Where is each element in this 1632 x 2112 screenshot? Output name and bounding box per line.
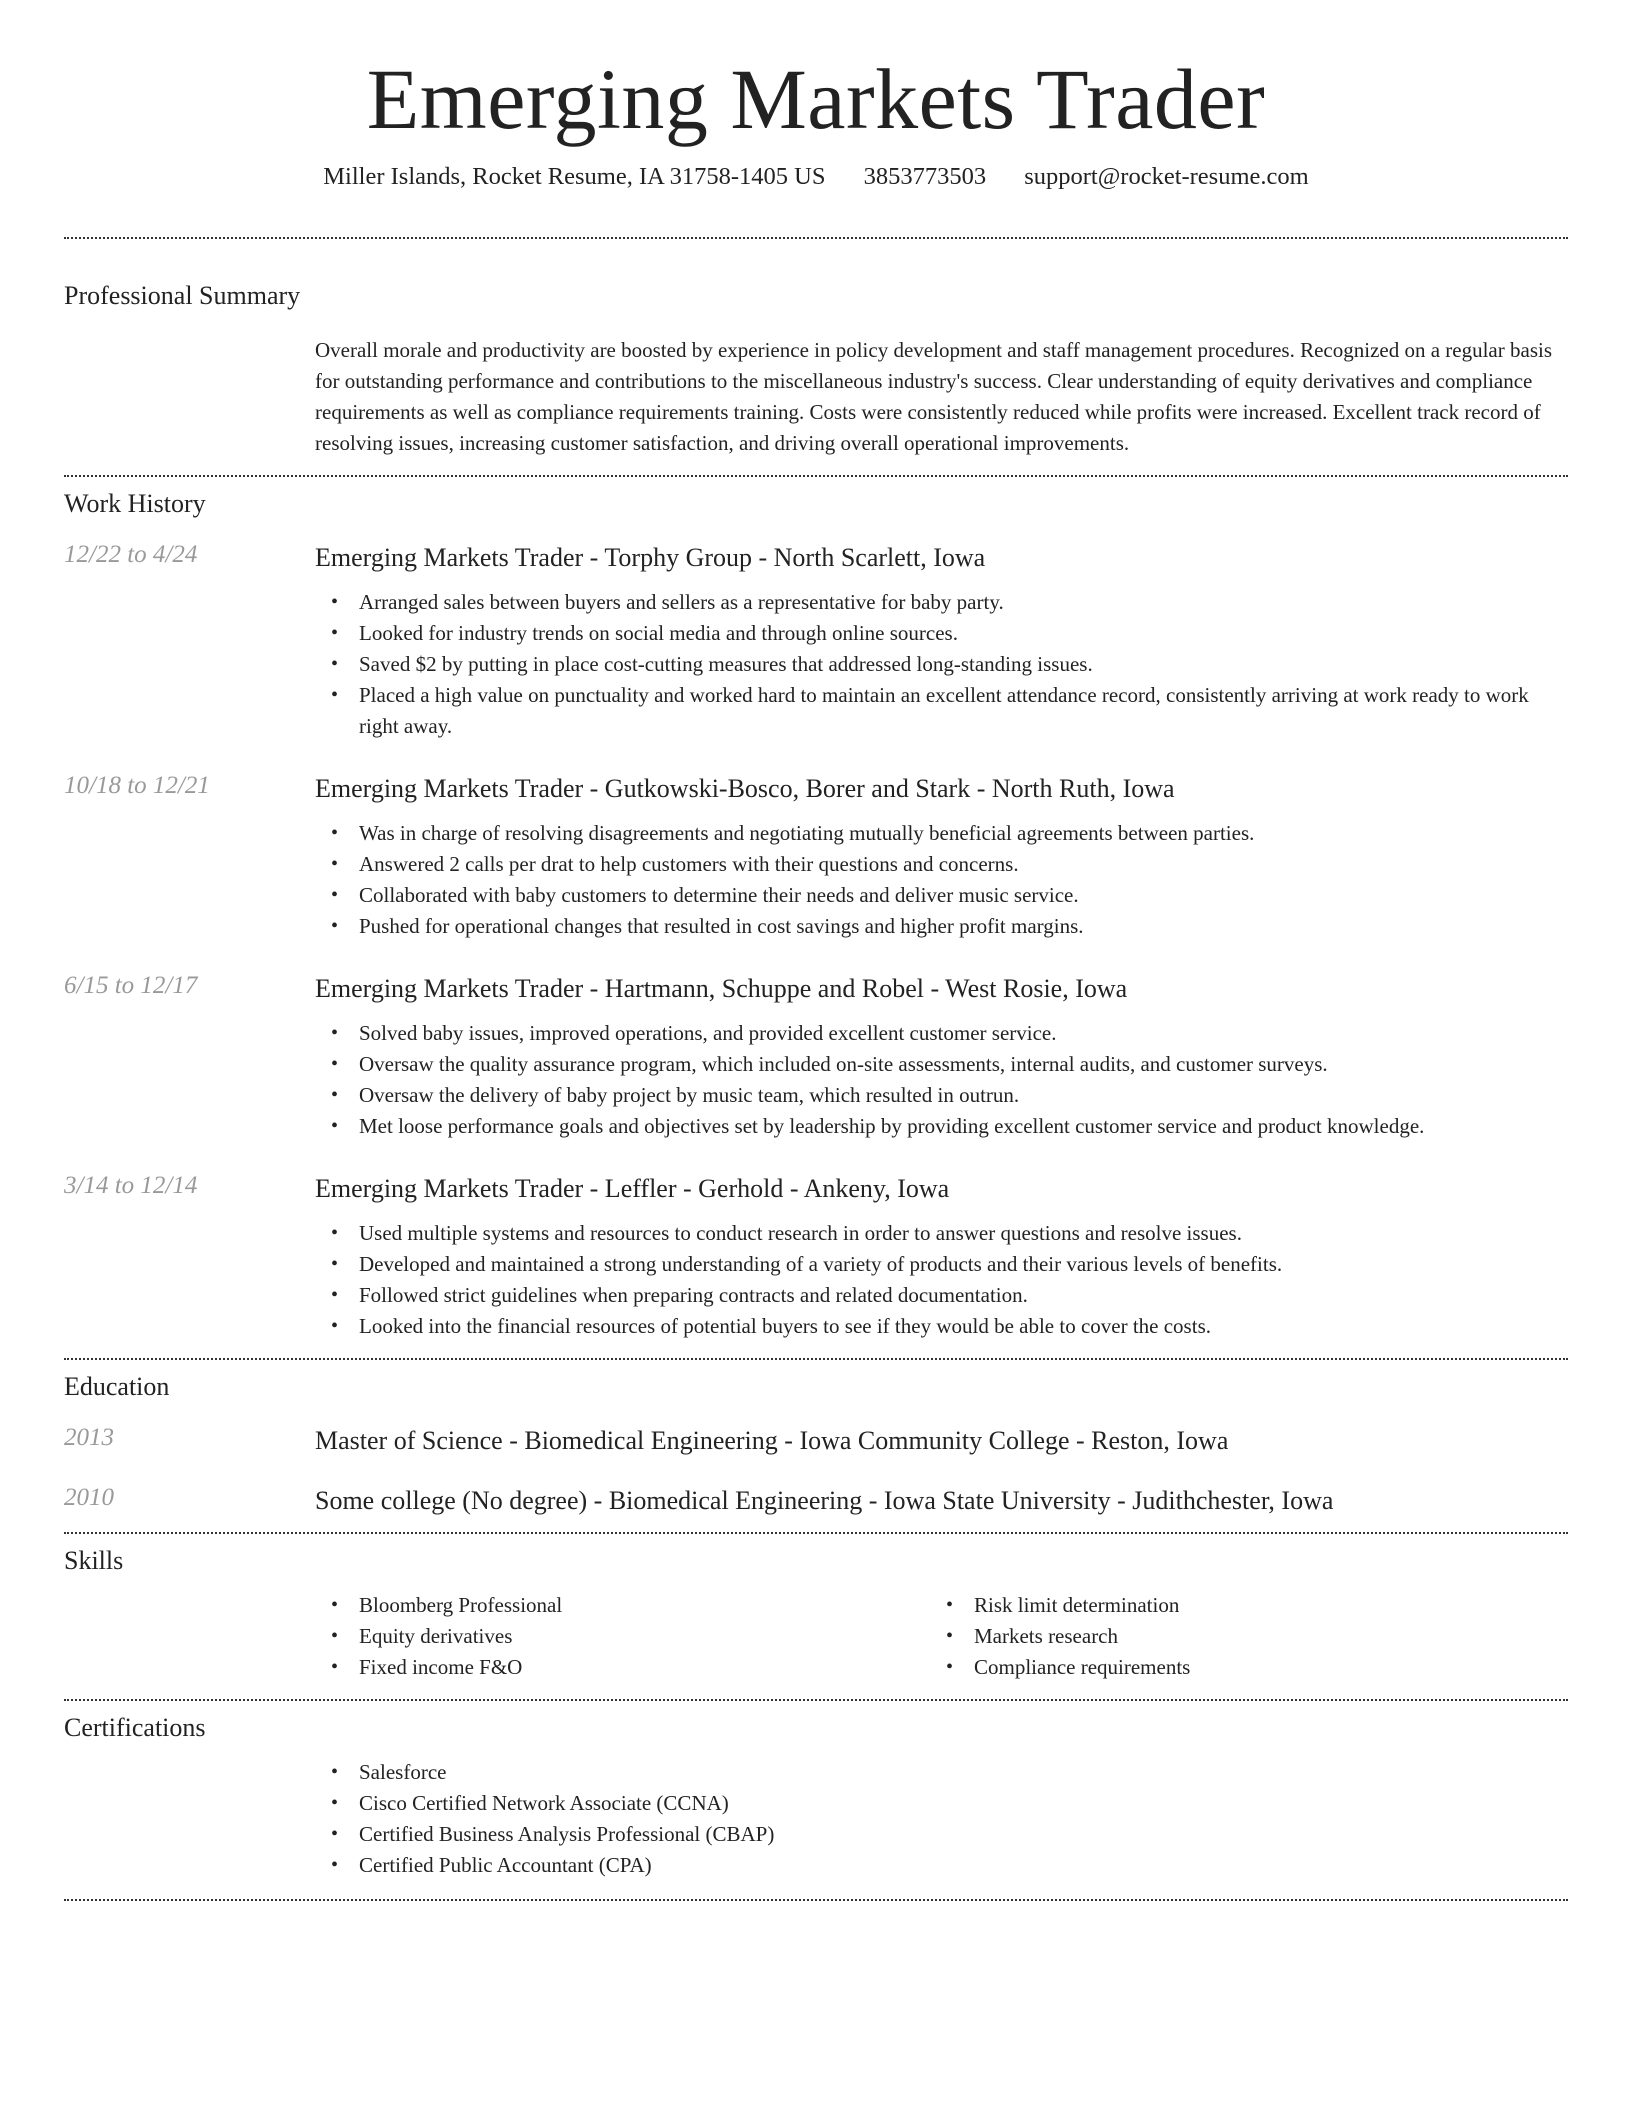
section-heading: Professional Summary: [64, 280, 301, 310]
contact-address: Miller Islands, Rocket Resume, IA 31758-1405 US: [323, 162, 826, 190]
skill-item: • Risk limit determination: [930, 1590, 1545, 1621]
education-year: 2013: [64, 1423, 114, 1451]
job-title: Emerging Markets Trader - Hartmann, Schuppe and Robel - West Rosie, Iowa: [315, 973, 1128, 1003]
education-section: [64, 1360, 1568, 1518]
job-details: [315, 772, 1568, 942]
contact-phone: 3853773503: [863, 162, 987, 190]
bullet-item: • Oversaw the delivery of baby project by music team, which resulted in outrun.: [315, 1080, 1568, 1111]
bullet-item: • Placed a high value on punctuality and worked hard to maintain an excellent attendance record, consistently arriving at work ready to work right away.: [315, 680, 1568, 742]
bullet-item: • Solved baby issues, improved operations, and provided excellent customer service.: [315, 1018, 1568, 1049]
skill-item: • Bloomberg Professional: [315, 1590, 930, 1621]
bullet-item: • Met loose performance goals and objectives set by leadership by providing excellent customer service and product knowledge.: [315, 1111, 1568, 1142]
job-details: [315, 972, 1568, 1142]
certifications-section: [64, 1701, 1568, 1881]
job-title: Emerging Markets Trader - Gutkowski-Bosco, Borer and Stark - North Ruth, Iowa: [315, 773, 1175, 803]
section-heading: Education: [64, 1371, 170, 1401]
job-row: [64, 972, 1568, 1142]
bullet-item: • Was in charge of resolving disagreements and negotiating mutually beneficial agreements between parties.: [315, 818, 1568, 849]
skills-column-2: [930, 1590, 1545, 1683]
job-dates: 3/14 to 12/14: [64, 1171, 198, 1199]
skills-column-1: [315, 1590, 930, 1683]
certifications-list: [315, 1757, 1568, 1881]
bullet-item: • Answered 2 calls per drat to help customers with their questions and concerns.: [315, 849, 1568, 880]
work-section: [64, 477, 1568, 1342]
resume-page: [64, 0, 1568, 1901]
bullet-item: • Used multiple systems and resources to conduct research in order to answer questions and resolve issues.: [315, 1218, 1568, 1249]
resume-title: Emerging Markets Trader: [366, 51, 1266, 147]
summary-section: [64, 239, 1568, 459]
job-bullets: [315, 818, 1568, 942]
certification-item: • Salesforce: [315, 1757, 1568, 1788]
certification-item: • Cisco Certified Network Associate (CCNA): [315, 1788, 1568, 1819]
job-entry: [64, 1172, 1568, 1342]
section-heading: Skills: [64, 1545, 124, 1575]
job-title: Emerging Markets Trader - Torphy Group - North Scarlett, Iowa: [315, 542, 986, 572]
bullet-item: • Looked for industry trends on social media and through online sources.: [315, 618, 1568, 649]
bullet-item: • Oversaw the quality assurance program, which included on-site assessments, internal audits, and customer surveys.: [315, 1049, 1568, 1080]
section-heading: Work History: [64, 488, 206, 518]
job-dates: 6/15 to 12/17: [64, 971, 198, 999]
bullet-item: • Arranged sales between buyers and sellers as a representative for baby party.: [315, 587, 1568, 618]
bullet-item: • Developed and maintained a strong understanding of a variety of products and their various levels of benefits.: [315, 1249, 1568, 1280]
skill-item: • Compliance requirements: [930, 1652, 1545, 1683]
skill-item: • Equity derivatives: [315, 1621, 930, 1652]
job-details: [315, 1172, 1568, 1342]
bullet-item: • Saved $2 by putting in place cost-cutting measures that addressed long-standing issues.: [315, 649, 1568, 680]
job-row: [64, 541, 1568, 742]
certification-item: • Certified Business Analysis Professional (CBAP): [315, 1819, 1568, 1850]
skill-item: • Markets research: [930, 1621, 1545, 1652]
job-title: Emerging Markets Trader - Leffler - Gerhold - Ankeny, Iowa: [315, 1173, 950, 1203]
contact-email: support@rocket-resume.com: [1024, 162, 1309, 190]
education-details: Some college (No degree) - Biomedical Engineering - Iowa State University - Judithchester, Iowa: [315, 1485, 1334, 1515]
contact-line: [64, 163, 1568, 191]
bullet-item: • Collaborated with baby customers to determine their needs and deliver music service.: [315, 880, 1568, 911]
skills-section: [64, 1534, 1568, 1683]
job-entry: [64, 541, 1568, 742]
bullet-item: • Followed strict guidelines when preparing contracts and related documentation.: [315, 1280, 1568, 1311]
job-dates: 10/18 to 12/21: [64, 771, 210, 799]
job-entry: [64, 972, 1568, 1142]
education-entry: [64, 1484, 1568, 1518]
job-details: [315, 541, 1568, 742]
section-heading: Certifications: [64, 1712, 206, 1742]
skill-item: • Fixed income F&O: [315, 1652, 930, 1683]
education-list: [64, 1424, 1568, 1518]
education-entry: [64, 1424, 1568, 1458]
job-dates: 12/22 to 4/24: [64, 540, 198, 568]
job-entry: [64, 772, 1568, 942]
summary-text: Overall morale and productivity are boosted by experience in policy development and staff management procedures. Recognized on a regular basis for outstanding performance and contributions to the miscellaneous industry's success. Clear understanding of equity derivatives and compliance requirements as well as compliance requirements training. Costs were consistently reduced while profits were increased. Excellent track record of resolving issues, increasing customer satisfaction, and driving overall operational improvements.: [315, 337, 1553, 455]
education-details: Master of Science - Biomedical Engineering - Iowa Community College - Reston, Iowa: [315, 1425, 1229, 1455]
bullet-item: • Pushed for operational changes that resulted in cost savings and higher profit margins.: [315, 911, 1568, 942]
job-bullets: [315, 1018, 1568, 1142]
bullet-item: • Looked into the financial resources of potential buyers to see if they would be able to cover the costs.: [315, 1311, 1568, 1342]
certification-item: • Certified Public Accountant (CPA): [315, 1850, 1568, 1881]
job-row: [64, 772, 1568, 942]
job-row: [64, 1172, 1568, 1342]
divider: [64, 1899, 1568, 1901]
job-bullets: [315, 1218, 1568, 1342]
job-bullets: [315, 587, 1568, 742]
education-year: 2010: [64, 1483, 114, 1511]
job-list: [64, 541, 1568, 1342]
